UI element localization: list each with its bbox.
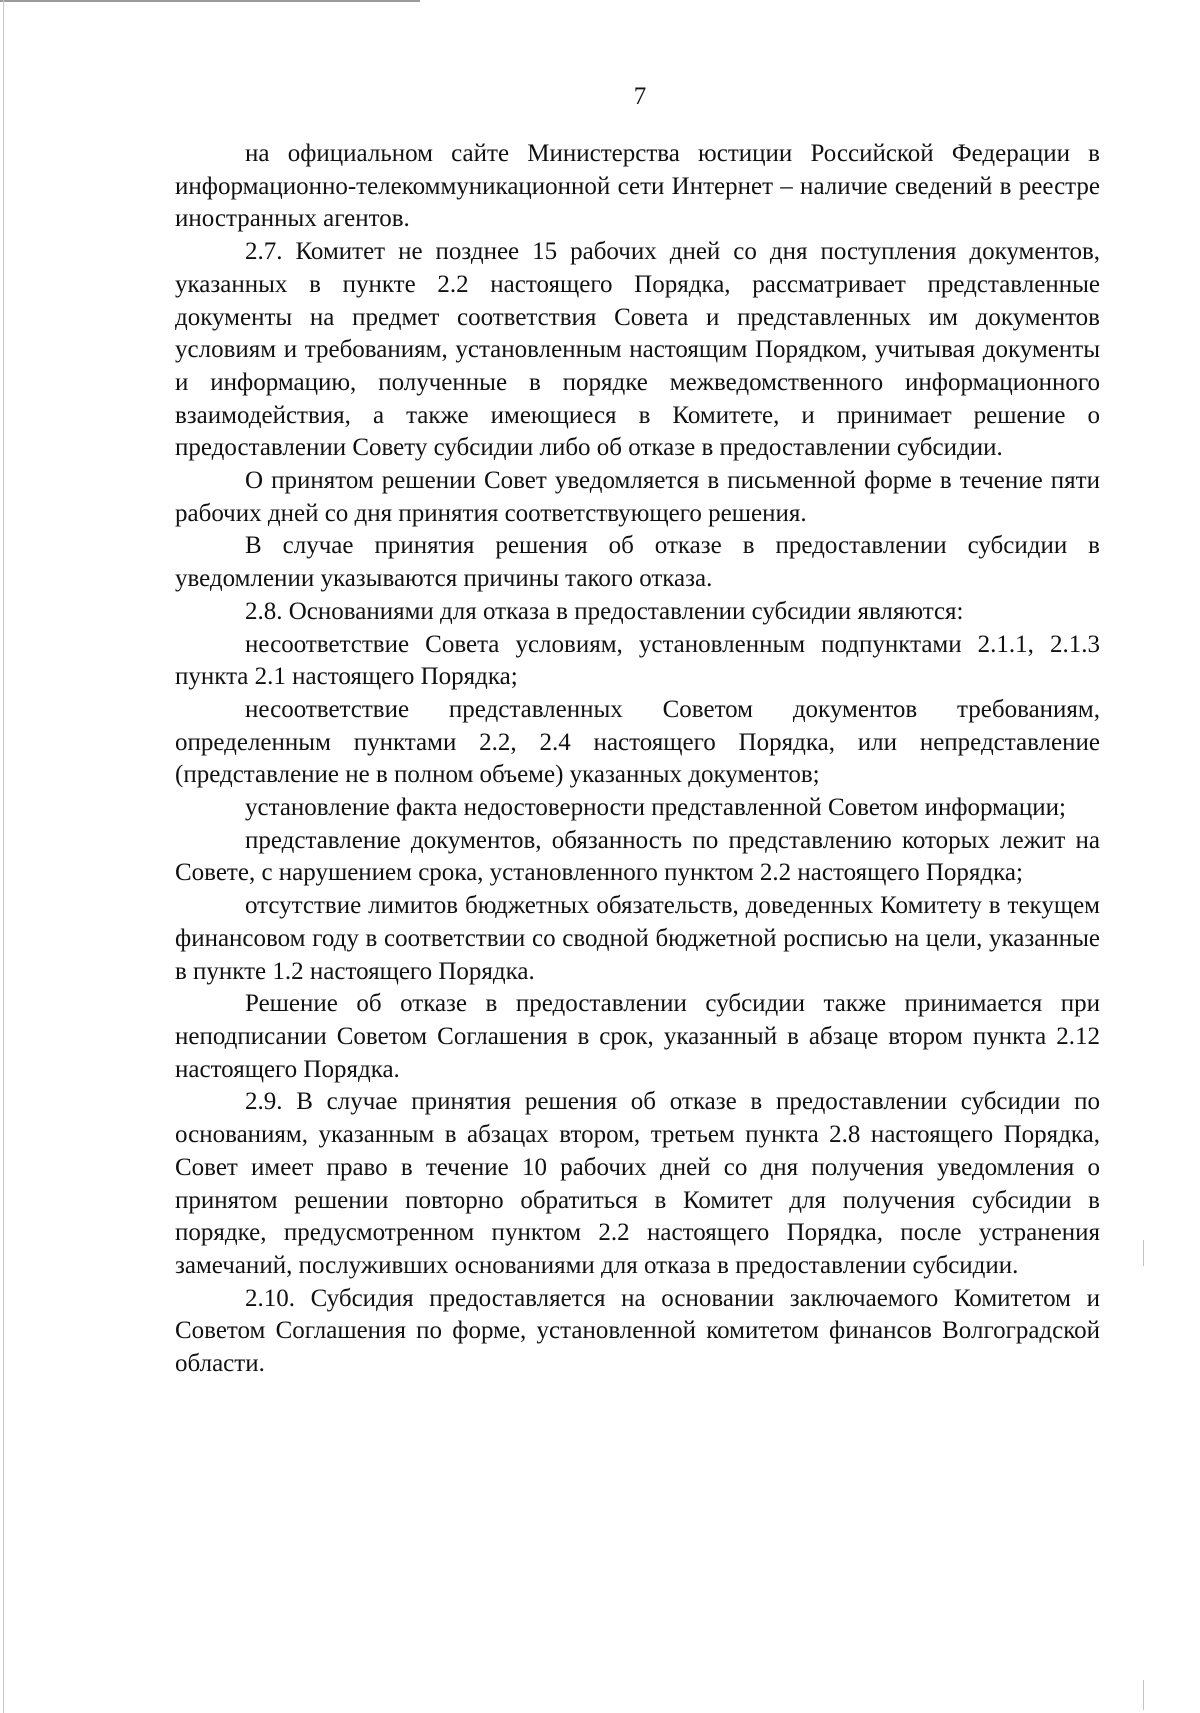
paragraph: О принятом решении Совет уведомляется в письменной форме в течение пяти рабочих дней со дня принятия соответствующего решения. [175,467,1100,527]
paragraph: 2.8. Основаниями для отказа в предоставлении субсидии являются: [245,597,964,625]
paragraph: несоответствие Совета условиям, установленным подпунктами 2.1.1, 2.1.3 пункта 2.1 настоящего Порядка; [175,630,1100,691]
scan-left-edge [3,0,4,1713]
scan-top-edge [0,0,420,2]
scan-speck [1143,1240,1144,1266]
paragraph: на официальном сайте Министерства юстиции Российской Федерации в информационно-телекоммуникационной сети Интернет – наличие сведений в реестре иностранных агентов. [175,140,1100,233]
paragraph: В случае принятия решения об отказе в предоставлении субсидии в уведомлении указываются причины такого отказа. [175,532,1100,593]
page-number: 7 [633,83,647,110]
paragraph: представление документов, обязанность по представлению которых лежит на Совете, с нарушением срока, установленного пунктом 2.2 настоящего Порядка; [175,826,1100,887]
paragraph: установление факта недостоверности представленной Советом информации; [245,794,1066,822]
paragraph: несоответствие представленных Советом документов требованиям, определенным пунктами 2.2, 2.4 настоящего Порядка, или непредставление (представление не в полном объеме) указанных документов; [175,695,1100,789]
paragraph: 2.7. Комитет не позднее 15 рабочих дней со дня поступления документов, указанных в пункте 2.2 настоящего Порядка, рассматривает представленные документы на предмет соответствия Совета и представленных им документов условиям и требованиям, установленным настоящим Порядком, учитывая документы и информацию, полученные в порядке межведомственного информационного взаимодействия, а также имеющиеся в Комитете, и принимает решение о предоставлении Совету субсидии либо об отказе в предоставлении субсидии. [175,238,1100,462]
paragraph: 2.9. В случае принятия решения об отказе в предоставлении субсидии по основаниям, указанным в абзацах втором, третьем пункта 2.8 настоящего Порядка, Совет имеет право в течение 10 рабочих дней со дня получения уведомления о принятом решении повторно обратиться в Комитет для получения субсидии в порядке, предусмотренном пунктом 2.2 настоящего Порядка, после устранения замечаний, послуживших основаниями для отказа в предоставлении субсидии. [175,1088,1100,1279]
paragraph: Решение об отказе в предоставлении субсидии также принимается при неподписании Советом Соглашения в срок, указанный в абзаце втором пункта 2.12 настоящего Порядка. [175,990,1100,1083]
paragraph: 2.10. Субсидия предоставляется на основании заключаемого Комитетом и Советом Соглашения по форме, установленной комитетом финансов Волгоградской области. [175,1284,1100,1378]
document-body [175,138,1100,1381]
paragraph: отсутствие лимитов бюджетных обязательств, доведенных Комитету в текущем финансовом году в соответствии со сводной бюджетной росписью на цели, указанные в пункте 1.2 настоящего Порядка. [175,892,1100,985]
scan-speck [1143,1680,1144,1710]
